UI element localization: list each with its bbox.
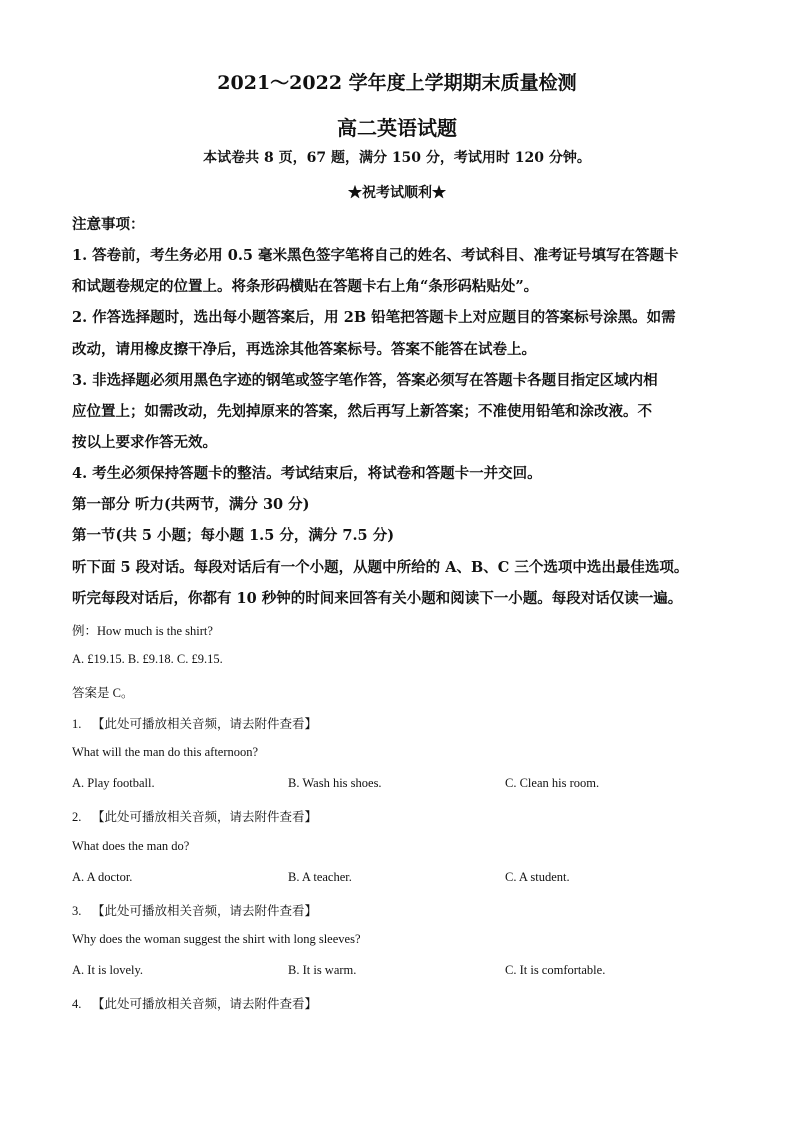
instructions-line: 听下面 5 段对话。每段对话后有一个小题，从题中所给的 A、B、C 三个选项中选出最佳选项。 [72,559,689,576]
audio-placeholder: 【此处可播放相关音频，请去附件查看】 [92,716,318,731]
notes-heading: 注意事项： [72,216,145,233]
audio-placeholder: 【此处可播放相关音频，请去附件查看】 [92,809,318,824]
audio-placeholder: 【此处可播放相关音频，请去附件查看】 [92,996,318,1011]
exam-subject: 高二英语试题 [337,116,457,140]
part1-heading: 第一部分 听力(共两节，满分 30 分) [72,496,310,513]
option-b[interactable]: B. It is warm. [288,963,357,977]
exam-info: 本试卷共 8 页，67 题，满分 150 分，考试用时 120 分钟。 [203,150,591,166]
question-audio[interactable] [72,994,317,1012]
section1-heading: 第一节(共 5 小题；每小题 1.5 分，满分 7.5 分) [72,527,395,544]
question-number: 3. [72,904,82,918]
notes-line: 改动，请用橡皮擦干净后，再选涂其他答案标号。答案不能答在试卷上。 [72,341,536,358]
instructions-line: 听完每段对话后，你都有 10 秒钟的时间来回答有关小题和阅读下一小题。每段对话仅读一遍。 [72,590,683,607]
notes-line: 4. 考生必须保持答题卡的整洁。考试结束后，将试卷和答题卡一并交回。 [72,465,542,482]
option-b[interactable]: B. A teacher. [288,870,352,884]
exam-wish: ★祝考试顺利★ [348,185,446,201]
notes-line: 和试题卷规定的位置上。将条形码横贴在答题卡右上角“条形码粘贴处”。 [72,278,539,295]
option-c[interactable]: C. A student. [505,870,570,884]
question-number: 4. [72,997,82,1011]
notes-line: 2. 作答选择题时，选出每小题答案后，用 2B 铅笔把答题卡上对应题目的答案标号涂黑。如需 [72,309,676,326]
audio-placeholder: 【此处可播放相关音频，请去附件查看】 [92,903,318,918]
option-b[interactable]: B. Wash his shoes. [288,776,382,790]
option-a[interactable]: A. A doctor. [72,870,133,884]
option-c[interactable]: C. Clean his room. [505,776,600,790]
example-question: 例：How much is the shirt? [72,624,213,638]
option-c[interactable]: C. It is comfortable. [505,963,606,977]
question-audio[interactable] [72,807,317,825]
question-audio[interactable] [72,901,317,919]
notes-line: 应位置上；如需改动，先划掉原来的答案，然后再写上新答案；不准使用铅笔和涂改液。不 [72,403,652,420]
question-text: What will the man do this afternoon? [72,745,259,759]
notes-line: 按以上要求作答无效。 [72,434,217,451]
question-text: What does the man do? [72,839,190,853]
question-number: 1. [72,717,82,731]
exam-title: 2021～2022 学年度上学期期末质量检测 [217,72,577,94]
question-text: Why does the woman suggest the shirt with long sleeves? [72,932,361,946]
example-answer: 答案是 C。 [72,686,134,700]
option-a[interactable]: A. Play football. [72,776,155,790]
option-a[interactable]: A. It is lovely. [72,963,144,977]
question-number: 2. [72,810,82,824]
example-options: A. £19.15. B. £9.18. C. £9.15. [72,652,223,666]
notes-line: 3. 非选择题必须用黑色字迹的钢笔或签字笔作答，答案必须写在答题卡各题目指定区域内相 [72,372,658,389]
question-audio[interactable] [72,714,317,732]
notes-line: 1. 答卷前，考生务必用 0.5 毫米黑色签字笔将自己的姓名、考试科目、准考证号填写在答题卡 [72,247,679,264]
